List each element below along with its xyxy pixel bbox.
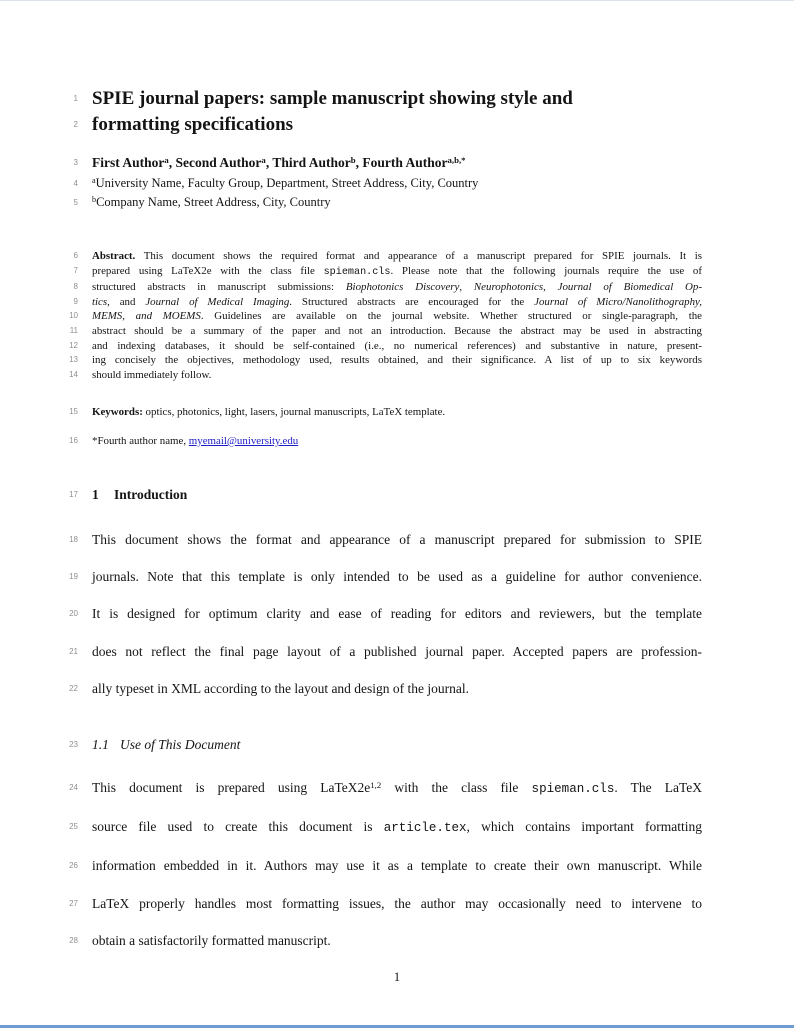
abstract-line xyxy=(69,368,702,383)
journal-name: Neurophotonics xyxy=(473,281,544,294)
journal-name: MEMS, and MOEMS xyxy=(92,310,201,323)
line-number: 24 xyxy=(69,782,78,792)
abstract-line xyxy=(69,339,702,354)
line-number: 4 xyxy=(73,179,78,188)
affiliation-a xyxy=(92,175,702,194)
abstract-line xyxy=(69,324,702,339)
body-line xyxy=(69,808,702,847)
subsection-1-1-heading xyxy=(69,736,702,754)
affiliation-line-a xyxy=(73,175,702,194)
affiliation-marker: a,b,* xyxy=(447,155,466,166)
abstract-text xyxy=(92,264,702,281)
abstract-text xyxy=(92,295,702,310)
section-1-heading xyxy=(69,486,702,504)
subsection-number: 1.1 xyxy=(92,736,109,752)
author-name: First Author xyxy=(92,155,165,170)
body-line xyxy=(69,633,702,670)
text-seg: source file used to create this document is xyxy=(92,818,384,834)
line-number: 20 xyxy=(69,609,78,619)
affiliation-line-b xyxy=(73,194,702,213)
line-number: 25 xyxy=(69,821,78,831)
body-text: journals. Note that this template is only intended to be used as a guideline for author convenience. xyxy=(92,568,702,584)
abstract-text xyxy=(92,280,702,295)
title-block xyxy=(0,0,794,138)
abstract-text xyxy=(92,249,702,264)
abstract-text xyxy=(92,309,702,324)
body-line xyxy=(69,847,702,884)
introduction-paragraph xyxy=(0,521,794,708)
body-line xyxy=(69,595,702,632)
line-number: 23 xyxy=(69,739,78,749)
keywords xyxy=(92,405,702,420)
source-file-name: article.tex xyxy=(383,820,467,835)
authors xyxy=(92,154,702,173)
paper-title: SPIE journal papers: sample manuscript showing style and xyxy=(92,88,573,109)
class-file-name: spieman.cls xyxy=(531,781,615,796)
journal-name: Journal of Medical Imaging xyxy=(145,295,290,308)
author-name: , Fourth Author xyxy=(355,155,448,170)
abstract-line xyxy=(73,249,702,264)
line-number: 7 xyxy=(73,265,78,275)
affiliation-marker: a xyxy=(261,155,266,166)
abstract-line xyxy=(69,353,702,368)
corresponding-author-note: *Fourth author name, xyxy=(92,434,189,447)
body-text: information embedded in it. Authors may use it as a template to create their own manuscript. While xyxy=(92,858,702,874)
line-number: 12 xyxy=(69,340,78,350)
line-number: 28 xyxy=(69,936,78,946)
subsection-title: Use of This Document xyxy=(120,736,241,752)
text-seg: structured abstracts in manuscript submissions: xyxy=(92,281,346,294)
body-text: LaTeX properly handles most formatting issues, the author may occasionally need to intervene to xyxy=(92,895,702,911)
body-text xyxy=(92,769,702,808)
line-number: 13 xyxy=(69,355,78,365)
journal-name: tics xyxy=(92,295,108,308)
abstract-block xyxy=(0,249,794,382)
body-text: ally typeset in XML according to the layout and design of the journal. xyxy=(92,681,470,697)
section-heading-text xyxy=(92,486,702,504)
keywords-list: optics, photonics, light, lasers, journal manuscripts, LaTeX template. xyxy=(142,406,446,419)
body-text: obtain a satisfactorily formatted manuscript. xyxy=(92,933,331,949)
text-seg: This document shows the required format and appearance of a manuscript prepared for SPIE journals. It is xyxy=(135,250,702,262)
title-line-1 xyxy=(73,86,702,112)
body-line xyxy=(69,521,702,558)
citation-superscript: 1,2 xyxy=(370,779,382,790)
keywords-line xyxy=(69,405,702,420)
line-number: 2 xyxy=(73,120,78,129)
abstract-label: Abstract. xyxy=(92,250,136,262)
abstract-line xyxy=(73,264,702,281)
affiliation-marker: b xyxy=(350,155,356,166)
body-text xyxy=(92,808,702,847)
abstract-line xyxy=(73,295,702,310)
text-seg: prepared using LaTeX2e with the class file xyxy=(92,264,324,277)
author-email-link[interactable]: myemail@university.edu xyxy=(188,434,299,447)
text-seg: , which contains important formatting xyxy=(466,818,702,834)
text-seg: . Please note that the following journals require the use of xyxy=(390,264,702,277)
line-number: 8 xyxy=(73,282,78,292)
text-seg: . The LaTeX xyxy=(614,779,702,795)
abstract-text: ing concisely the objectives, methodology used, results obtained, and their significance. A list of up to six keywords xyxy=(92,354,702,367)
line-number: 26 xyxy=(69,861,78,871)
journal-name: Biophotonics Discovery xyxy=(345,281,460,294)
line-number: 10 xyxy=(69,311,78,321)
line-number: 18 xyxy=(69,534,78,544)
line-number: 6 xyxy=(73,251,78,260)
affiliation-marker: b xyxy=(92,194,97,204)
affiliation-b xyxy=(92,194,702,213)
page-number: 1 xyxy=(393,969,401,984)
line-number: 22 xyxy=(69,684,78,694)
affiliation-text: Company Name, Street Address, City, Country xyxy=(96,194,331,209)
body-text: It is designed for optimum clarity and ease of reading for editors and reviewers, but the template xyxy=(92,606,702,622)
viewer-top-edge xyxy=(0,0,794,1)
text-seg: , and xyxy=(107,295,146,308)
abstract-text: abstract should be a summary of the paper and not an introduction. Because the abstract may be used in abstracting xyxy=(92,324,702,337)
text-seg: , xyxy=(543,281,558,294)
abstract-text: should immediately follow. xyxy=(92,368,212,381)
line-number: 21 xyxy=(69,646,78,656)
body-line xyxy=(69,670,702,707)
affiliation-marker: a xyxy=(164,155,169,166)
line-number: 9 xyxy=(73,296,78,306)
line-number: 27 xyxy=(69,898,78,908)
author-name: , Second Author xyxy=(168,155,262,170)
section-title: Introduction xyxy=(114,486,188,502)
authors-line xyxy=(73,154,702,173)
keywords-label: Keywords: xyxy=(92,406,143,419)
line-number: 3 xyxy=(73,158,78,167)
line-number: 5 xyxy=(73,197,78,207)
line-number: 17 xyxy=(69,489,78,499)
line-number: 11 xyxy=(69,325,78,335)
section-number: 1 xyxy=(92,486,99,502)
body-text: This document shows the format and appearance of a manuscript prepared for submission to SPIE xyxy=(92,531,702,547)
line-number: 19 xyxy=(69,571,78,581)
journal-name: Journal of Biomedical Op- xyxy=(557,281,702,294)
line-number: 1 xyxy=(73,94,78,103)
body-line xyxy=(69,558,702,595)
line-number: 14 xyxy=(69,369,78,379)
text-seg: This document is prepared using LaTeX2e xyxy=(92,779,371,795)
line-number: 15 xyxy=(69,407,78,417)
body-text: does not reflect the final page layout of a published journal paper. Accepted papers are profession- xyxy=(92,643,702,659)
correspondence xyxy=(92,434,702,449)
paper-title-continued: formatting specifications xyxy=(92,114,294,135)
text-seg: with the class file xyxy=(381,779,532,795)
usage-paragraph xyxy=(0,769,794,960)
affiliation-marker: a xyxy=(92,176,96,186)
body-line xyxy=(69,769,702,808)
line-number: 16 xyxy=(69,435,78,445)
abstract-line xyxy=(69,309,702,324)
text-seg: . Guidelines are available on the journal website. Whether structured or single-paragraph, the xyxy=(200,310,702,323)
text-seg: , xyxy=(459,281,474,294)
author-name: , Third Author xyxy=(265,155,351,170)
text-seg: . Structured abstracts are encouraged for the xyxy=(289,295,535,308)
journal-name: Journal of Micro/Nanolithography, xyxy=(534,295,702,308)
correspondence-line xyxy=(69,434,702,449)
class-file-name: spieman.cls xyxy=(323,266,391,278)
affiliation-text: University Name, Faculty Group, Department, Street Address, City, Country xyxy=(95,176,479,190)
body-line xyxy=(69,922,702,959)
abstract-line xyxy=(73,280,702,295)
body-line xyxy=(69,885,702,922)
subsection-heading-text xyxy=(92,736,702,754)
abstract-text: and indexing databases, it should be self-contained (i.e., no numerical references) and substantive in nature, present- xyxy=(92,339,702,352)
title-line-2 xyxy=(73,112,702,138)
